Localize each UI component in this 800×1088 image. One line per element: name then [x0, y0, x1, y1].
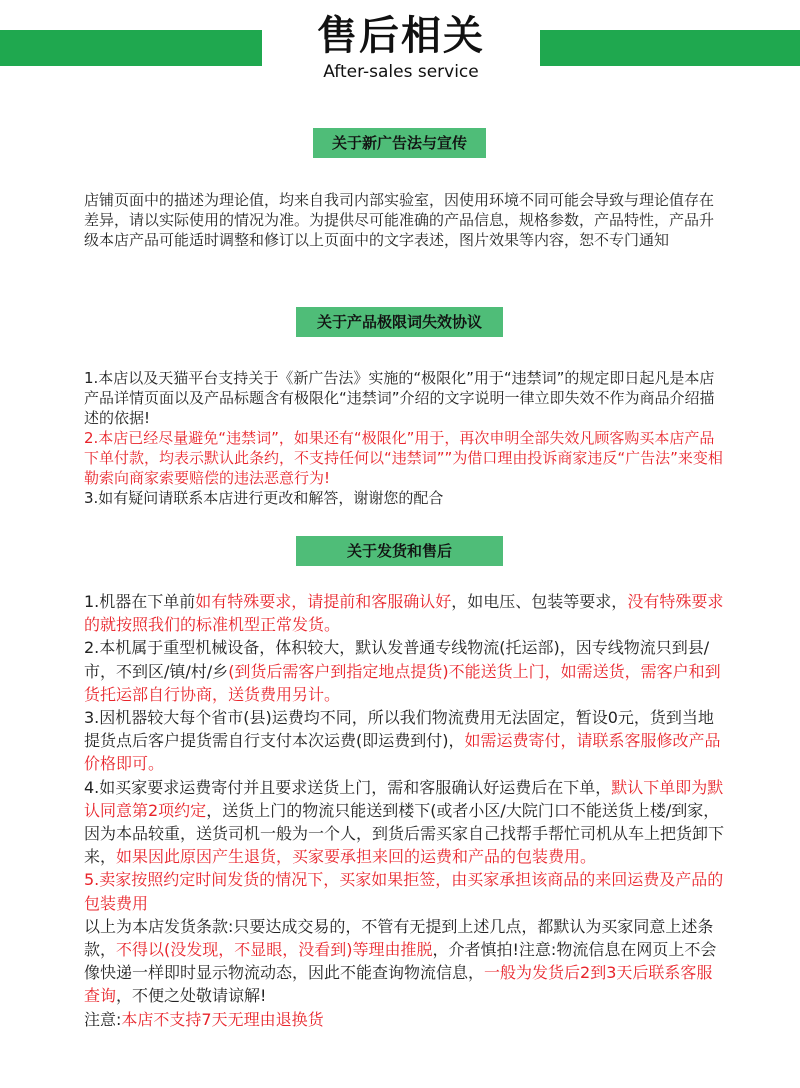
section-heading-ad-law: 关于新广告法与宣传: [313, 128, 486, 158]
section-heading-shipping: 关于发货和售后: [296, 536, 503, 566]
shipping-item-1: 1.机器在下单前如有特殊要求，请提前和客服确认好，如电压、包装等要求，没有特殊要求的就按照我们的标准机型正常发货。: [84, 592, 724, 635]
extreme-words-item-3: 3.如有疑问请联系本店进行更改和解答，谢谢您的配合: [84, 489, 444, 507]
section-extreme-words-body: [84, 368, 724, 508]
section-shipping-body: [84, 590, 724, 1031]
extreme-words-item-1: 1.本店以及天猫平台支持关于《新广告法》实施的“极限化”用于“违禁词”的规定即日起凡是本店产品详情页面以及产品标题含有极限化“违禁词”介绍的文字说明一律立即失效不作为商品介绍描述的依据!: [84, 369, 715, 427]
extreme-words-item-2: 2.本店已经尽量避免“违禁词”，如果还有“极限化”用于，再次申明全部失效凡顾客购买本店产品下单付款，均表示默认此条约，不支持任何以“违禁词””为借口理由投诉商家违反“广告法”来变相勒索向商家索要赔偿的违法恶意行为!: [84, 429, 723, 487]
section-ad-law-body: 店铺页面中的描述为理论值，均来自我司内部实验室，因使用环境不同可能会导致与理论值存在差异，请以实际使用的情况为准。为提供尽可能准确的产品信息，规格参数，产品特性，产品升级本店产品可能适时调整和修订以上页面中的文字表述，图片效果等内容，恕不专门通知: [84, 191, 715, 249]
page-title: 售后相关: [317, 13, 485, 59]
header-bar-left: [0, 30, 262, 66]
shipping-note: 注意:本店不支持7天无理由退换货: [84, 1009, 324, 1029]
shipping-item-5: 5.卖家按照约定时间发货的情况下，买家如果拒签，由买家承担该商品的来回运费及产品的包装费用: [84, 870, 724, 913]
shipping-summary: 以上为本店发货条款:只要达成交易的，不管有无提到上述几点，都默认为买家同意上述条款，不得以(没发现，不显眼，没看到)等理由推脱，介者慎拍!注意:物流信息在网页上不会像快递一样即时显示物流动态，因此不能查询物流信息，一般为发货后2到3天后联系客服查询，不便之处敬请谅解!: [84, 916, 717, 1006]
page-subtitle: After-sales service: [323, 62, 479, 82]
shipping-item-4: 4.如买家要求运费寄付并且要求送货上门，需和客服确认好运费后在下单，默认下单即为默认同意第2项约定，送货上门的物流只能送到楼下(或者小区/大院门口不能送货上楼/到家，因为本品较重，送货司机一般为一个人，到货后需买家自己找帮手帮忙司机从车上把货卸下来，如果因此原因产生退货，买家要承担来回的运费和产品的包装费用。: [84, 777, 725, 867]
shipping-item-3: 3.因机器较大每个省市(县)运费均不同，所以我们物流费用无法固定，暂设0元，货到当地提货点后客户提货需自行支付本次运费(即运费到付)，如需运费寄付，请联系客服修改产品价格即可。: [84, 708, 721, 774]
section-heading-extreme-words: 关于产品极限词失效协议: [296, 307, 503, 337]
header-bar-right: [540, 30, 800, 66]
shipping-item-2: 2.本机属于重型机械设备，体积较大，默认发普通专线物流(托运部)，因专线物流只到县/市，不到区/镇/村/乡(到货后需客户到指定地点提货)不能送货上门，如需送货，需客户和到货托运部自行协商，送货费用另计。: [84, 638, 721, 704]
